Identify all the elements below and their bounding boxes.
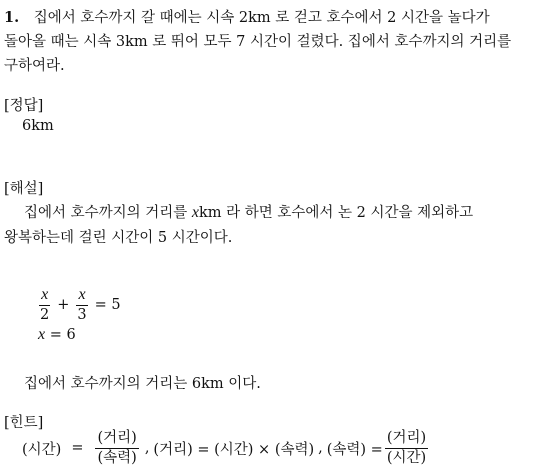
fraction-x-over-3: $\frac{x}{3}$ xyxy=(77,286,87,324)
plus-sign: + xyxy=(57,297,70,314)
explanation-conclusion: 집에서 호수까지의 거리는 6km 이다. xyxy=(24,376,261,392)
hint-label: [힌트] xyxy=(4,415,44,431)
explanation-line-1-a: 집에서 호수까지의 거리를 xyxy=(24,205,188,221)
problem-line-3: 구하여라. xyxy=(4,58,65,74)
explanation-label: [해설] xyxy=(4,181,44,197)
problem-line-2: 돌아올 때는 시속 3km 로 뛰어 모두 7 시간이 걸렸다. 집에서 호수까지의 거리를 xyxy=(4,34,512,50)
equation-1-rhs: = 5 xyxy=(94,297,121,314)
problem-number: 1. xyxy=(4,9,20,26)
explanation-line-2: 왕복하는데 걸린 시간이 5 시간이다. xyxy=(4,230,233,246)
explanation-line-1-b: km 라 하면 호수에서 논 2 시간을 제외하고 xyxy=(199,205,474,221)
equation-2 xyxy=(38,326,76,344)
hint-fraction-2: $\frac{\text{(거리)}}{\text{(시간)}}$ xyxy=(386,430,427,466)
hint-comma-2: , xyxy=(318,440,323,457)
variable-x: x xyxy=(191,204,200,221)
equation-1 xyxy=(36,286,121,324)
problem-line-1: 집에서 호수까지 갈 때에는 시속 2km 로 걷고 호수에서 2 시간을 놀다가 xyxy=(33,10,490,26)
hint-fraction-1: $\frac{\text{(거리)}}{\text{(속력)}}$ xyxy=(97,430,137,466)
equation-2-rhs: = 6 xyxy=(49,327,76,343)
hint-rhs-lhs: (속력) = xyxy=(326,441,383,458)
answer-label: [정답] xyxy=(4,98,44,114)
fraction-x-over-2: $\frac{x}{2}$ xyxy=(40,286,50,324)
hint-formula xyxy=(22,430,430,466)
hint-comma-1: , xyxy=(144,440,150,457)
answer-value: 6km xyxy=(22,118,54,134)
explanation-line-1 xyxy=(24,201,473,222)
hint-lhs: (시간) xyxy=(22,441,62,458)
problem-statement xyxy=(4,6,490,27)
hint-equals: = xyxy=(71,440,84,457)
hint-middle: (거리) = (시간) × (속력) xyxy=(153,441,315,458)
equation-2-var: x xyxy=(38,326,46,343)
